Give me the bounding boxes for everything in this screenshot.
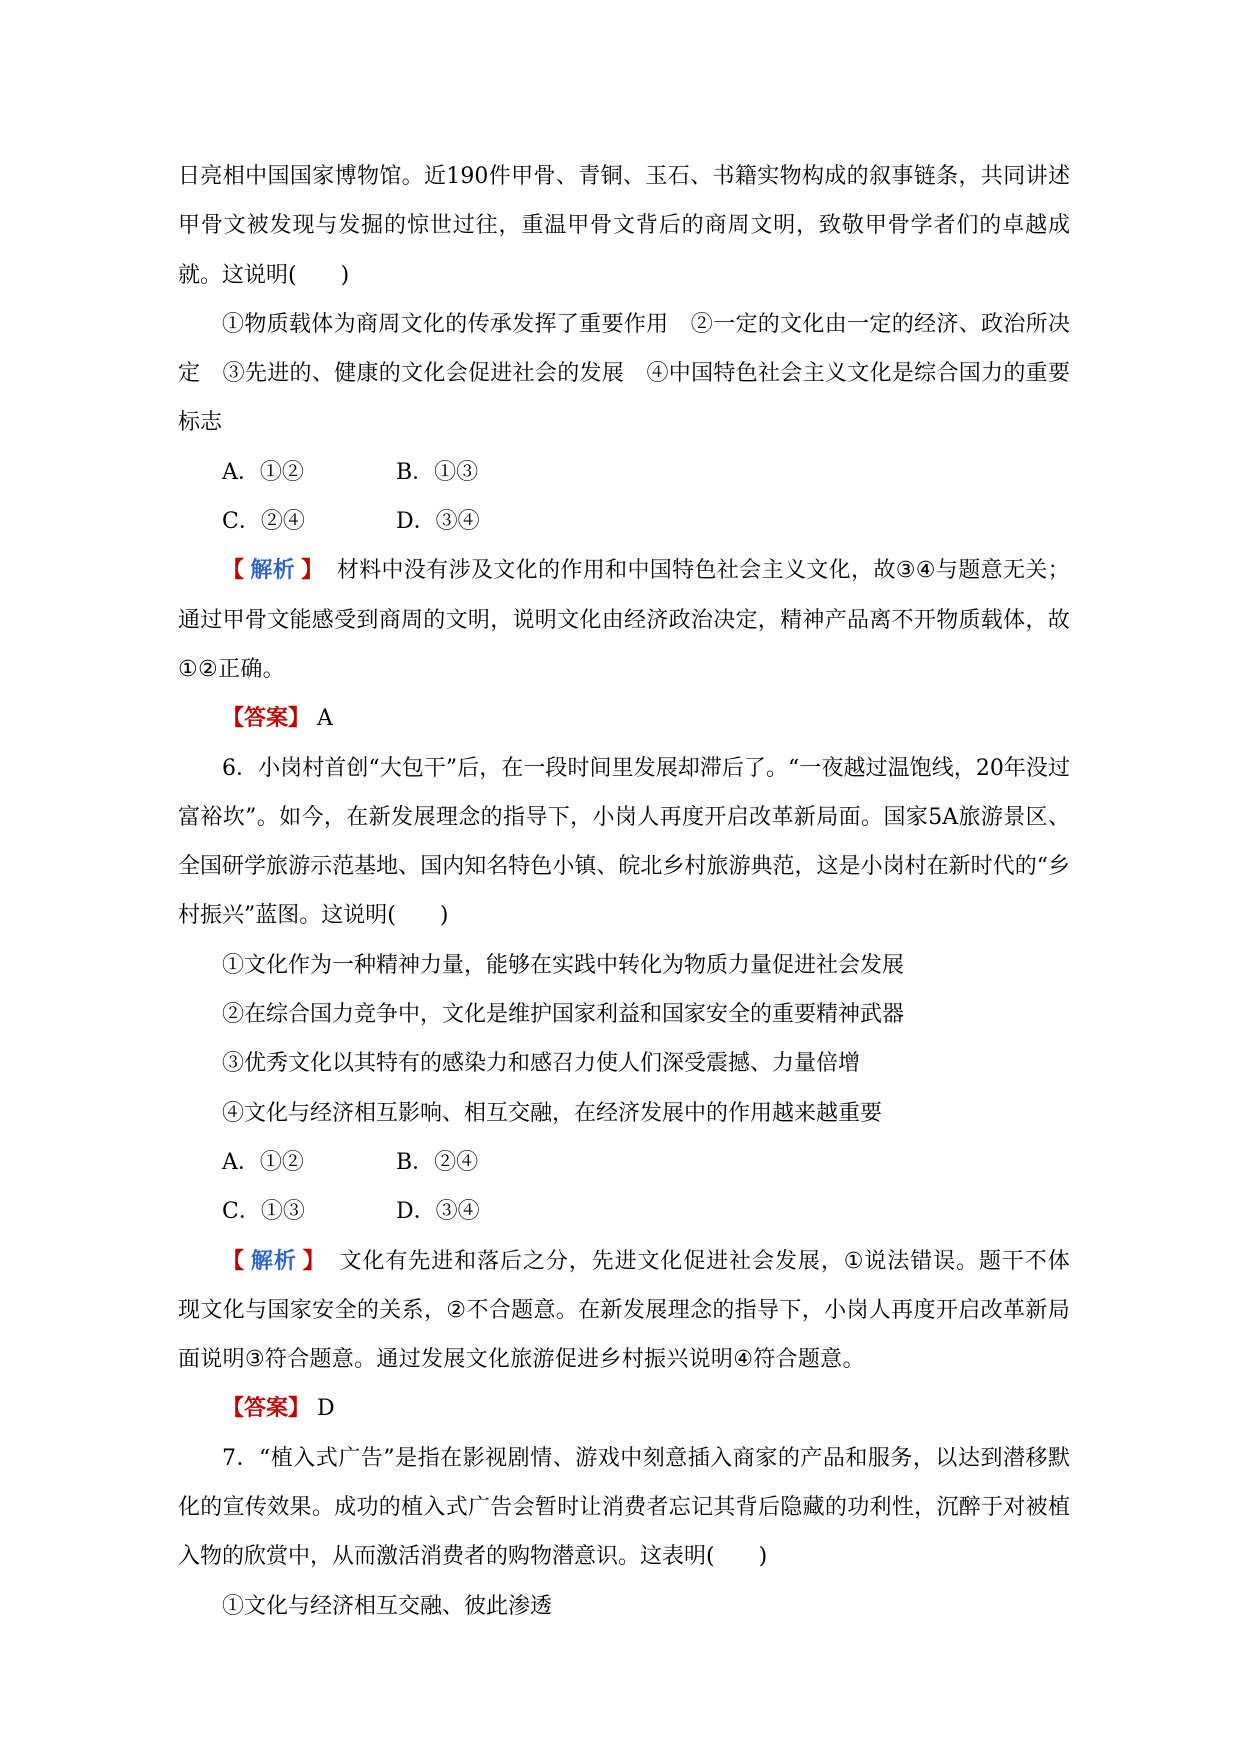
q6-options-row-2: [178, 1187, 1070, 1236]
q6-analysis: [178, 1237, 1070, 1385]
q5-analysis-label: 解析: [250, 558, 296, 584]
q5-stem-continued: 日亮相中国国家博物馆。近190件甲骨、青铜、玉石、书籍实物构成的叙事链条，共同讲述甲骨文被发现与发掘的惊世过往，重温甲骨文背后的商周文明，致敬甲骨学者们的卓越成就。这说明( ): [178, 164, 1070, 288]
q7-statement-1: ①文化与经济相互交融、彼此渗透: [222, 1593, 553, 1619]
q6-answer: [178, 1384, 1070, 1433]
q6-stem: 6．小岗村首创“大包干”后，在一段时间里发展却滞后了。“一夜越过温饱线，20年没过富裕坎”。如今，在新发展理念的指导下，小岗人再度开启改革新局面。国家5A旅游景区、全国研学旅游示范基地、国内知名特色小镇、皖北乡村旅游典范，这是小岗村在新时代的“乡村振兴”蓝图。这说明( ): [178, 755, 1070, 929]
q5-option-c: C．②④: [222, 509, 305, 535]
q6-option-a: A．①②: [222, 1149, 304, 1175]
q7-stem: 7．“植入式广告”是指在影视剧情、游戏中刻意插入商家的产品和服务，以达到潜移默化的宣传效果。成功的植入式广告会暂时让消费者忘记其背后隐藏的功利性，沉醉于对被植入物的欣赏中，从而激活消费者的购物潜意识。这表明( ): [178, 1445, 1070, 1570]
analysis-bracket-close: 】: [301, 558, 324, 584]
q6-statement-4: ④文化与经济相互影响、相互交融，在经济发展中的作用越来越重要: [222, 1100, 883, 1126]
q6-analysis-label: 解析: [250, 1248, 297, 1274]
q5-option-d: D．③④: [396, 509, 480, 535]
document-page: [178, 152, 1070, 1631]
q5-option-b: B．①③: [396, 459, 479, 485]
q5-answer-label: 【答案】: [222, 705, 311, 732]
q5-option-a: A．①②: [222, 459, 304, 485]
analysis-bracket-close: 】: [302, 1248, 326, 1274]
q5-analysis-text: 材料中没有涉及文化的作用和中国特色社会主义文化，故③④与题意无关；通过甲骨文能感受到商周的文明，说明文化由经济政治决定，精神产品离不开物质载体，故①②正确。: [178, 558, 1071, 682]
analysis-bracket-open: 【: [222, 1248, 245, 1274]
q6-statement-3: ③优秀文化以其特有的感染力和感召力使人们深受震撼、力量倍增: [222, 1051, 861, 1077]
q6-option-d: D．③④: [396, 1199, 480, 1225]
q6-analysis-text: 文化有先进和落后之分，先进文化促进社会发展，①说法错误。题干不体现文化与国家安全的关系，②不合题意。在新发展理念的指导下，小岗人再度开启改革新局面说明③符合题意。通过发展文化旅游促进乡村振兴说明④符合题意。: [178, 1248, 1070, 1373]
q5-answer: [178, 694, 1070, 743]
q5-answer-value: A: [317, 706, 333, 732]
q5-analysis: [178, 546, 1070, 694]
q6-option-b: B．②④: [396, 1149, 479, 1175]
q6-statement-1: ①文化作为一种精神力量，能够在实践中转化为物质力量促进社会发展: [222, 952, 905, 978]
q5-statements: ①物质载体为商周文化的传承发挥了重要作用 ②一定的文化由一定的经济、政治所决定 ③先进的、健康的文化会促进社会的发展 ④中国特色社会主义文化是综合国力的重要标志: [178, 311, 1070, 436]
q6-statement-2: ②在综合国力竞争中，文化是维护国家利益和国家安全的重要精神武器: [222, 1002, 905, 1028]
q6-option-c: C．①③: [222, 1199, 305, 1225]
q5-options-row-1: [178, 448, 1070, 497]
q6-options-row-1: [178, 1138, 1070, 1187]
q5-options-row-2: [178, 497, 1070, 546]
q6-answer-label: 【答案】: [222, 1395, 311, 1422]
analysis-bracket-open: 【: [222, 558, 245, 584]
q6-answer-value: D: [317, 1396, 335, 1422]
